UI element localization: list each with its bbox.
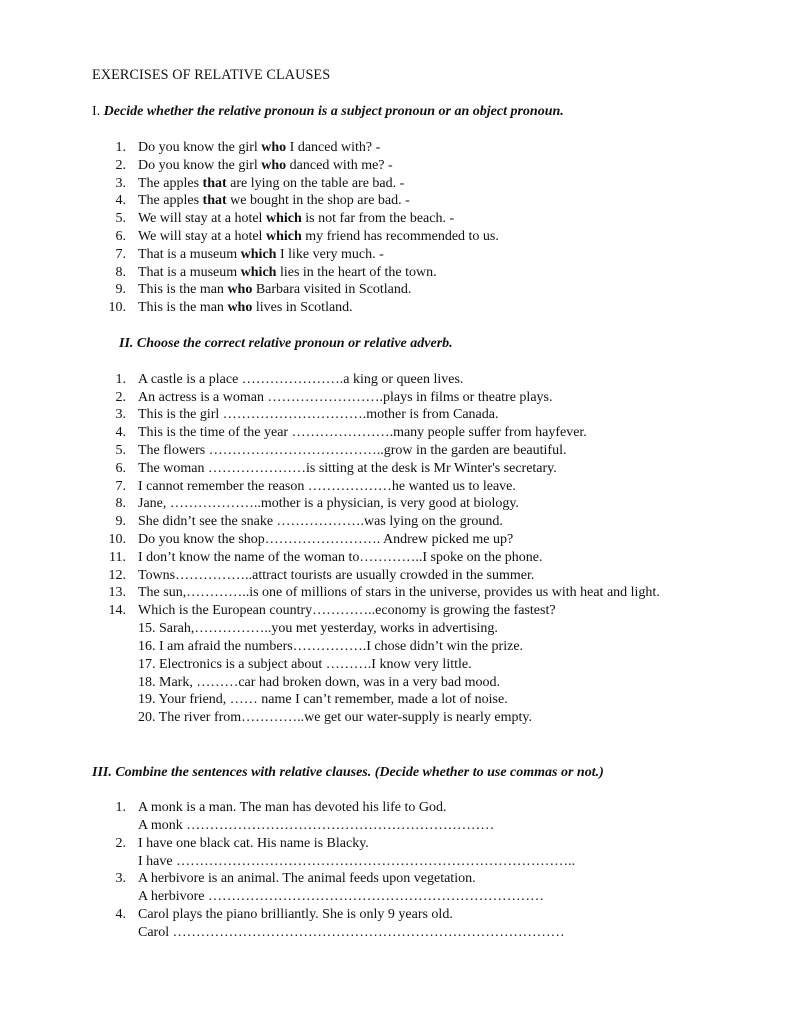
item-text-post: danced with me? - [286, 158, 393, 173]
relative-pronoun: which [240, 265, 277, 280]
item-text-post: lives in Scotland. [252, 300, 353, 315]
relative-pronoun: that [202, 193, 227, 208]
item-text-post: is not far from the beach. - [301, 211, 455, 226]
item-text-pre: The apples [138, 193, 203, 208]
item-text: The woman …………………is sitting at the desk is Mr Winter's secretary. [138, 461, 557, 476]
item-text: This is the time of the year ………………….many people suffer from hayfever. [138, 425, 587, 440]
section-1-heading [92, 103, 564, 121]
item-number: 4. [115, 907, 126, 922]
item-text-pre: This is the man [138, 300, 228, 315]
item-text: A castle is a place ………………….a king or queen lives. [138, 372, 464, 387]
section-2-item: 16. I am afraid the numbers…………….I chose didn’t win the prize. [138, 639, 524, 654]
item-text-post: we bought in the shop are bad. - [226, 193, 410, 208]
item-number: 2. [115, 836, 126, 851]
item-number: 8. [115, 496, 126, 511]
item-text-pre: That is a museum [138, 265, 241, 280]
item-text [138, 192, 410, 210]
item-text: I cannot remember the reason ………………he wanted us to leave. [138, 479, 516, 494]
item-text [138, 210, 454, 228]
section-2-heading: II. Choose the correct relative pronoun or relative adverb. [119, 336, 453, 351]
section-2-item: 20. The river from…………..we get our water-supply is nearly empty. [138, 710, 532, 725]
item-number: 6. [115, 461, 126, 476]
item-text [138, 264, 437, 282]
item-text: The sun,…………..is one of millions of stars in the universe, provides us with heat and light. [138, 585, 660, 600]
item-number: 2. [115, 390, 126, 405]
item-text-pre: Do you know the girl [138, 140, 262, 155]
item-number: 9. [115, 514, 126, 529]
item-text: A herbivore is an animal. The animal feeds upon vegetation. [138, 871, 476, 886]
answer-line[interactable]: Carol ………………………………………………………………………… [138, 925, 565, 940]
item-text-pre: The apples [138, 176, 203, 191]
item-text: Carol plays the piano brilliantly. She is only 9 years old. [138, 907, 453, 922]
item-text-post: are lying on the table are bad. - [226, 176, 405, 191]
item-number: 10. [108, 300, 126, 315]
item-number: 14. [108, 603, 126, 618]
section-2-item: 15. Sarah,……………..you met yesterday, works in advertising. [138, 621, 498, 636]
relative-pronoun: who [227, 300, 253, 315]
item-number: 2. [115, 158, 126, 173]
item-text: She didn’t see the snake ……………….was lying on the ground. [138, 514, 503, 529]
section-1-heading-text: Decide whether the relative pronoun is a subject pronoun or an object pronoun. [103, 104, 564, 119]
relative-pronoun: which [265, 211, 302, 226]
item-number: 5. [115, 443, 126, 458]
item-number: 7. [115, 479, 126, 494]
item-number: 12. [108, 568, 126, 583]
item-text [138, 246, 384, 264]
item-text [138, 139, 380, 157]
section-2-item: 19. Your friend, …… name I can’t remember, made a lot of noise. [138, 692, 508, 707]
answer-line[interactable]: A monk ………………………………………………………… [138, 818, 495, 833]
item-number: 3. [115, 407, 126, 422]
item-number: 4. [115, 425, 126, 440]
item-number: 13. [108, 585, 126, 600]
item-text: Do you know the shop……………………. Andrew picked me up? [138, 532, 514, 547]
relative-pronoun: who [261, 158, 287, 173]
item-text: This is the girl ………………………….mother is from Canada. [138, 407, 499, 422]
section-1-numeral: I. [92, 104, 104, 119]
relative-pronoun: that [202, 176, 227, 191]
item-number: 1. [115, 800, 126, 815]
item-text: Towns……………..attract tourists are usually crowded in the summer. [138, 568, 535, 583]
item-text: An actress is a woman …………………….plays in films or theatre plays. [138, 390, 553, 405]
item-number: 11. [109, 550, 126, 565]
item-number: 1. [115, 372, 126, 387]
item-number: 3. [115, 176, 126, 191]
item-number: 4. [115, 193, 126, 208]
relative-pronoun: which [265, 229, 302, 244]
answer-line[interactable]: A herbivore ……………………………………………………………… [138, 889, 544, 904]
section-2-item: 18. Mark, ………car had broken down, was in a very bad mood. [138, 675, 500, 690]
item-text-pre: We will stay at a hotel [138, 229, 266, 244]
item-text-post: my friend has recommended to us. [301, 229, 499, 244]
answer-line[interactable]: I have ………………………………………………………………………….. [138, 854, 576, 869]
item-number: 3. [115, 871, 126, 886]
page-title: EXERCISES OF RELATIVE CLAUSES [92, 67, 331, 83]
item-text-pre: This is the man [138, 282, 228, 297]
item-text-post: Barbara visited in Scotland. [252, 282, 412, 297]
section-3-heading: III. Combine the sentences with relative clauses. (Decide whether to use commas or not.) [92, 765, 604, 780]
item-text [138, 175, 404, 193]
item-text: I don’t know the name of the woman to…………..I spoke on the phone. [138, 550, 543, 565]
item-number: 9. [115, 282, 126, 297]
item-text-pre: We will stay at a hotel [138, 211, 266, 226]
item-number: 1. [115, 140, 126, 155]
relative-pronoun: who [227, 282, 253, 297]
item-text-post: lies in the heart of the town. [276, 265, 437, 280]
item-number: 7. [115, 247, 126, 262]
item-text [138, 228, 499, 246]
item-number: 8. [115, 265, 126, 280]
item-text-post: I danced with? - [286, 140, 381, 155]
item-text [138, 299, 353, 317]
item-number: 10. [108, 532, 126, 547]
item-text: I have one black cat. His name is Blacky. [138, 836, 369, 851]
item-number: 6. [115, 229, 126, 244]
item-text-pre: Do you know the girl [138, 158, 262, 173]
item-text: Which is the European country…………..economy is growing the fastest? [138, 603, 556, 618]
relative-pronoun: which [240, 247, 277, 262]
relative-pronoun: who [261, 140, 287, 155]
item-text [138, 281, 411, 299]
item-number: 5. [115, 211, 126, 226]
item-text: The flowers ………………………………..grow in the garden are beautiful. [138, 443, 567, 458]
section-2-item: 17. Electronics is a subject about ……….I know very little. [138, 657, 472, 672]
item-text-post: I like very much. - [276, 247, 384, 262]
item-text-pre: That is a museum [138, 247, 241, 262]
item-text [138, 157, 393, 175]
item-text: Jane, ………………..mother is a physician, is very good at biology. [138, 496, 519, 511]
item-text: A monk is a man. The man has devoted his life to God. [138, 800, 447, 815]
